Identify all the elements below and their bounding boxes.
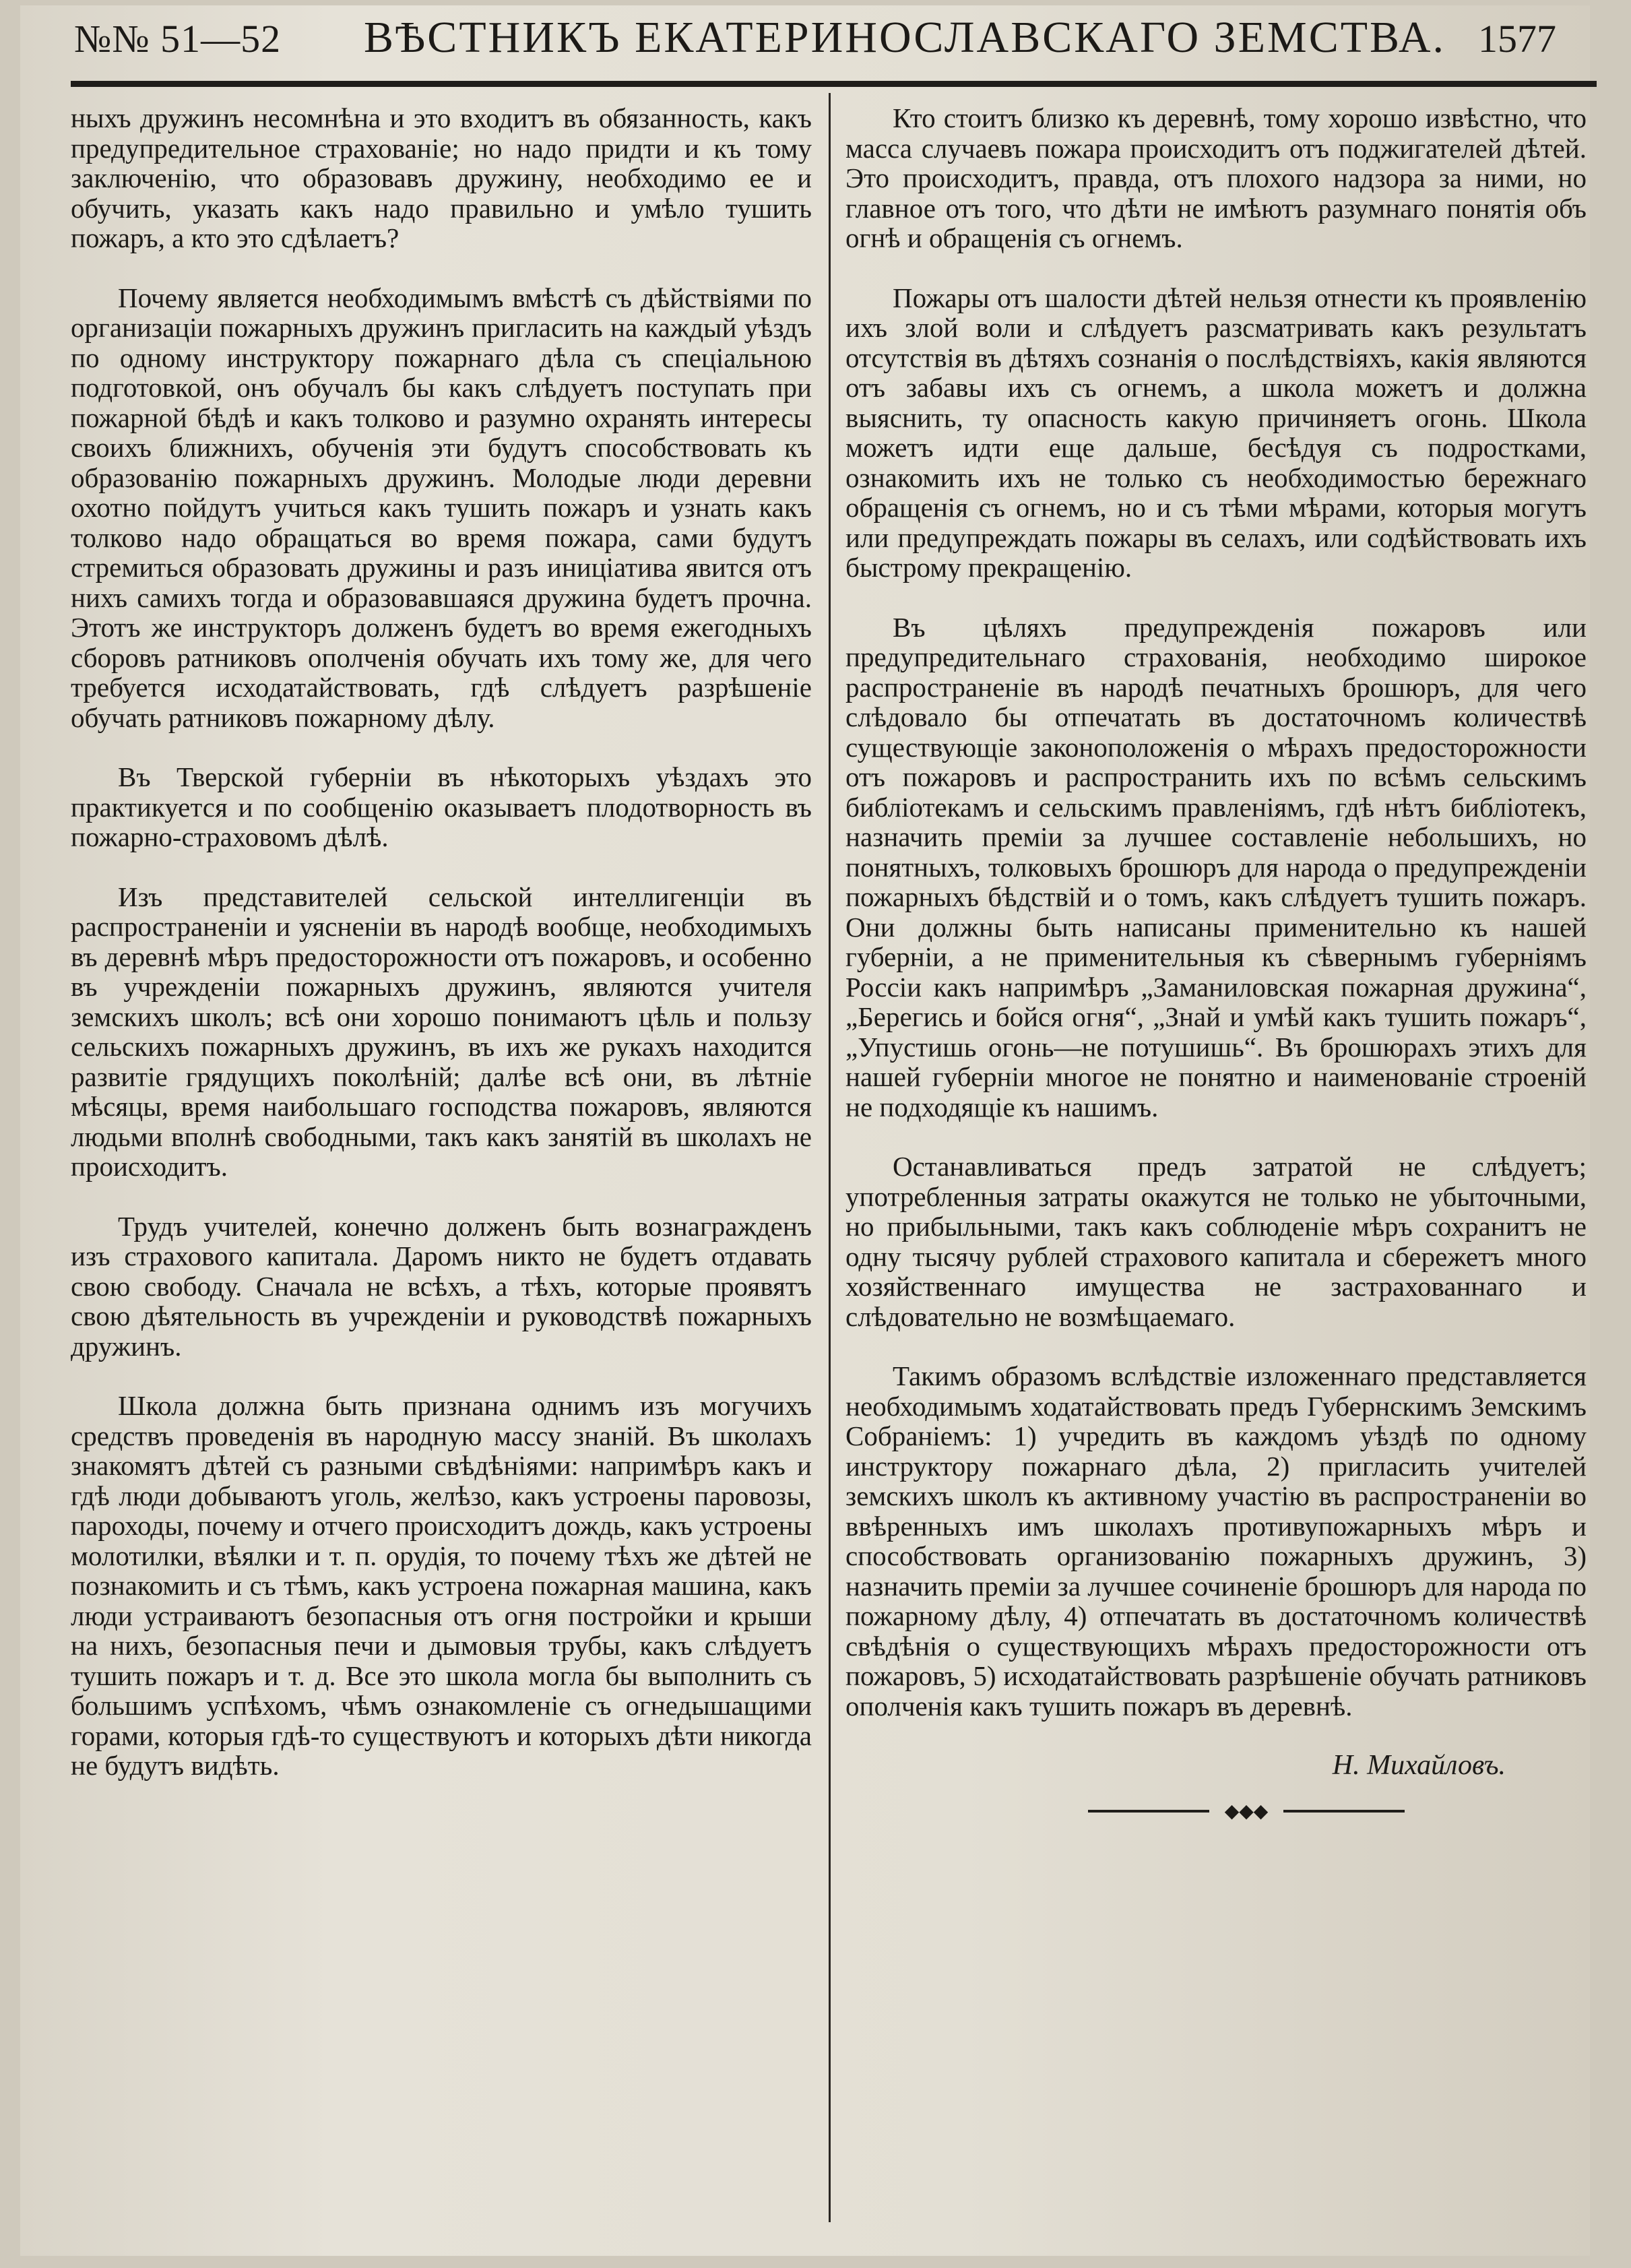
issue-number: №№ 51—52	[74, 17, 282, 61]
column-divider	[829, 93, 831, 2222]
page-header	[74, 12, 1583, 76]
paragraph: Кто стоитъ близко къ деревнѣ, тому хорошо извѣстно, что масса случаевъ пожара происходитъ отъ поджигателей дѣтей. Это происходитъ, правда, отъ плохого надзора за ними, но главное отъ того, что дѣти не имѣютъ разумнаго понятія объ огнѣ и обращенія съ огнемъ.	[845, 102, 1587, 253]
end-ornament	[1088, 1801, 1405, 1821]
paragraph: Трудъ учителей, конечно долженъ быть вознагражденъ изъ страхового капитала. Даромъ никто не будетъ отдавать свою свободу. Сначала не всѣхъ, а тѣхъ, которые проявятъ свою дѣятельность въ учрежденіи и руководствѣ пожарныхъ дружинъ.	[71, 1210, 812, 1362]
paragraph: Такимъ образомъ вслѣдствіе изложеннаго представляется необходимымъ ходатайствовать предъ Губернскимъ Земскимъ Собраніемъ: 1) учредить въ каждомъ уѣздѣ по одному инструктору пожарнаго дѣла, 2) пригласить учителей земскихъ школъ къ активному участію въ распространеніи во ввѣренныхъ имъ школахъ противупожарныхъ мѣръ и способствовать организованію пожарныхъ дружинъ, 3) назначить преміи за лучшее сочиненіе брошюръ для народа по пожарному дѣлу, 4) отпечатать въ достаточномъ количествѣ свѣдѣнія о существующихъ мѣрахъ предосторожности отъ пожаровъ, 5) исходатайствовать разрѣшеніе обучать ратниковъ ополченія какъ тушить пожаръ въ деревнѣ.	[845, 1360, 1587, 1722]
ornament-line-right	[1283, 1810, 1405, 1813]
paragraph: Почему является необходимымъ вмѣстѣ съ дѣйствіями по организаціи пожарныхъ дружинъ пригласить на каждый уѣздъ по одному инструктору пожарнаго дѣла съ спеціальною подготовкой, онъ обучалъ бы какъ слѣдуетъ поступать при пожарной бѣдѣ и какъ толково и разумно охранять интересы своихъ ближнихъ, обученія эти будутъ способствовать къ образованію пожарныхъ дружинъ. Молодые люди деревни охотно пойдутъ учиться какъ тушить пожаръ и узнать какъ толково надо обращаться во время пожара, сами будутъ стремиться образовать дружины и разъ иниціатива явится отъ нихъ самихъ тогда и образовавшаяся дружина будетъ прочна. Этотъ же инструкторъ долженъ будетъ во время ежегодныхъ сборовъ ратниковъ ополченія обучать ихъ тому же, для чего требуется исходатайствовать, гдѣ слѣдуетъ разрѣшеніе обучать ратниковъ пожарному дѣлу.	[71, 282, 812, 733]
paragraph: Останавливаться предъ затратой не слѣдуетъ; употребленныя затраты окажутся не только не убыточными, но прибыльными, такъ какъ соблюденіе мѣръ сохранитъ не одну тысячу рублей страхового капитала и сбережетъ много хозяйственнаго имущества не застрахованнаго и слѣдовательно не возмѣщаемаго.	[845, 1151, 1587, 1332]
paragraph: Школа должна быть признана однимъ изъ могучихъ средствъ проведенія въ народную массу знаній. Въ школахъ знакомятъ дѣтей съ разными свѣдѣніями: напримѣръ какъ и гдѣ люди добываютъ уголь, желѣзо, какъ устроены паровозы, пароходы, почему и отчего происходитъ дождь, какъ устроены молотилки, вѣялки и т. п. орудія, то почему тѣхъ же дѣтей не познакомить и съ тѣмъ, какъ устроена пожарная машина, какъ люди устраиваютъ безопасныя отъ огня постройки и крыши на нихъ, безопасныя печи и дымовыя трубы, какъ слѣдуетъ тушить пожаръ и т. д. Все это школа могла бы выполнить съ большимъ успѣхомъ, чѣмъ ознакомленіе съ огнедышащими горами, которыя гдѣ-то существуютъ и которыхъ дѣти никогда не будутъ видѣть.	[71, 1390, 812, 1781]
left-column	[71, 103, 812, 1810]
header-rule	[71, 81, 1597, 87]
author-signature: Н. Михайловъ.	[1332, 1750, 1506, 1781]
paragraph: Въ цѣляхъ предупрежденія пожаровъ или предупредительнаго страхованія, необходимо широкое распространеніе въ народѣ печатныхъ брошюръ, для чего слѣдовало бы отпечатать въ достаточномъ количествѣ существующіе законоположенія о мѣрахъ предосторожности отъ пожаровъ и распространить ихъ по всѣмъ сельскимъ библіотекамъ и сельскимъ правленіямъ, гдѣ нѣтъ библіотекъ, назначить преміи за лучшее составленіе небольшихъ, но понятныхъ, толковыхъ брошюръ для народа о предупрежденіи пожарныхъ бѣдствій и о томъ, какъ слѣдуетъ тушить пожаръ. Они должны быть написаны применительно къ нашей губерніи, а не применительныя къ сѣвернымъ губерніямъ Россіи какъ напримѣръ „Заманиловская пожарная дружина“, „Берегись и бойся огня“, „Знай и умѣй какъ тушить пожаръ“, „Упустишь огонь—не потушишь“. Въ брошюрахъ этихъ для нашей губерніи многое не понятно и наименованіе строеній не подходящіе къ нашимъ.	[845, 611, 1587, 1123]
page-number: 1577	[1478, 17, 1556, 61]
paragraph: Пожары отъ шалости дѣтей нельзя отнести къ проявленію ихъ злой воли и слѣдуетъ разсматривать какъ результатъ отсутствія въ дѣтяхъ сознанія о послѣдствіяхъ, какія являются отъ забавы ихъ съ огнемъ, а школа можетъ и должна выяснить, ту опасность какую причиняетъ огонь. Школа можетъ идти еще дальше, бесѣдуя съ подростками, ознакомить ихъ не только съ необходимостью бережнаго обращенія съ огнемъ, но и съ тѣми мѣрами, которыя могутъ или предупреждать пожары въ селахъ, или содѣйствовать ихъ быстрому прекращенію.	[845, 282, 1587, 583]
ornament-line-left	[1088, 1810, 1209, 1813]
ornament-diamonds-icon: ◆◆◆	[1224, 1799, 1269, 1822]
paragraph: Въ Тверской губерніи въ нѣкоторыхъ уѣздахъ это практикуется и по сообщенію оказываетъ плодотворность въ пожарно-страховомъ дѣлѣ.	[71, 761, 812, 852]
journal-title: ВѢСТНИКЪ ЕКАТЕРИНОСЛАВСКАГО ЗЕМСТВА.	[364, 13, 1446, 62]
paragraph: Изъ представителей сельской интеллигенціи въ распространеніи и уясненіи въ народѣ вообще, необходимыхъ въ деревнѣ мѣръ предосторожности отъ пожаровъ, и особенно въ учрежденіи пожарныхъ дружинъ, являются учителя земскихъ школъ; всѣ они хорошо понимаютъ цѣль и пользу сельскихъ пожарныхъ дружинъ, въ ихъ же рукахъ находится развитіе грядущихъ поколѣній; далѣе всѣ они, въ лѣтніе мѣсяцы, время наибольшаго господства пожаровъ, являются людьми вполнѣ свободными, такъ какъ занятій въ школахъ не происходитъ.	[71, 881, 812, 1182]
right-column	[845, 103, 1587, 1821]
newspaper-page	[20, 5, 1590, 2256]
paragraph: ныхъ дружинъ несомнѣна и это входитъ въ обязанность, какъ предупредительное страхованіе; но надо придти и къ тому заключенію, что образовавъ дружину, необходимо ее и обучить, указать какъ надо правильно и умѣло тушить пожаръ, а кто это сдѣлаетъ?	[71, 102, 812, 253]
